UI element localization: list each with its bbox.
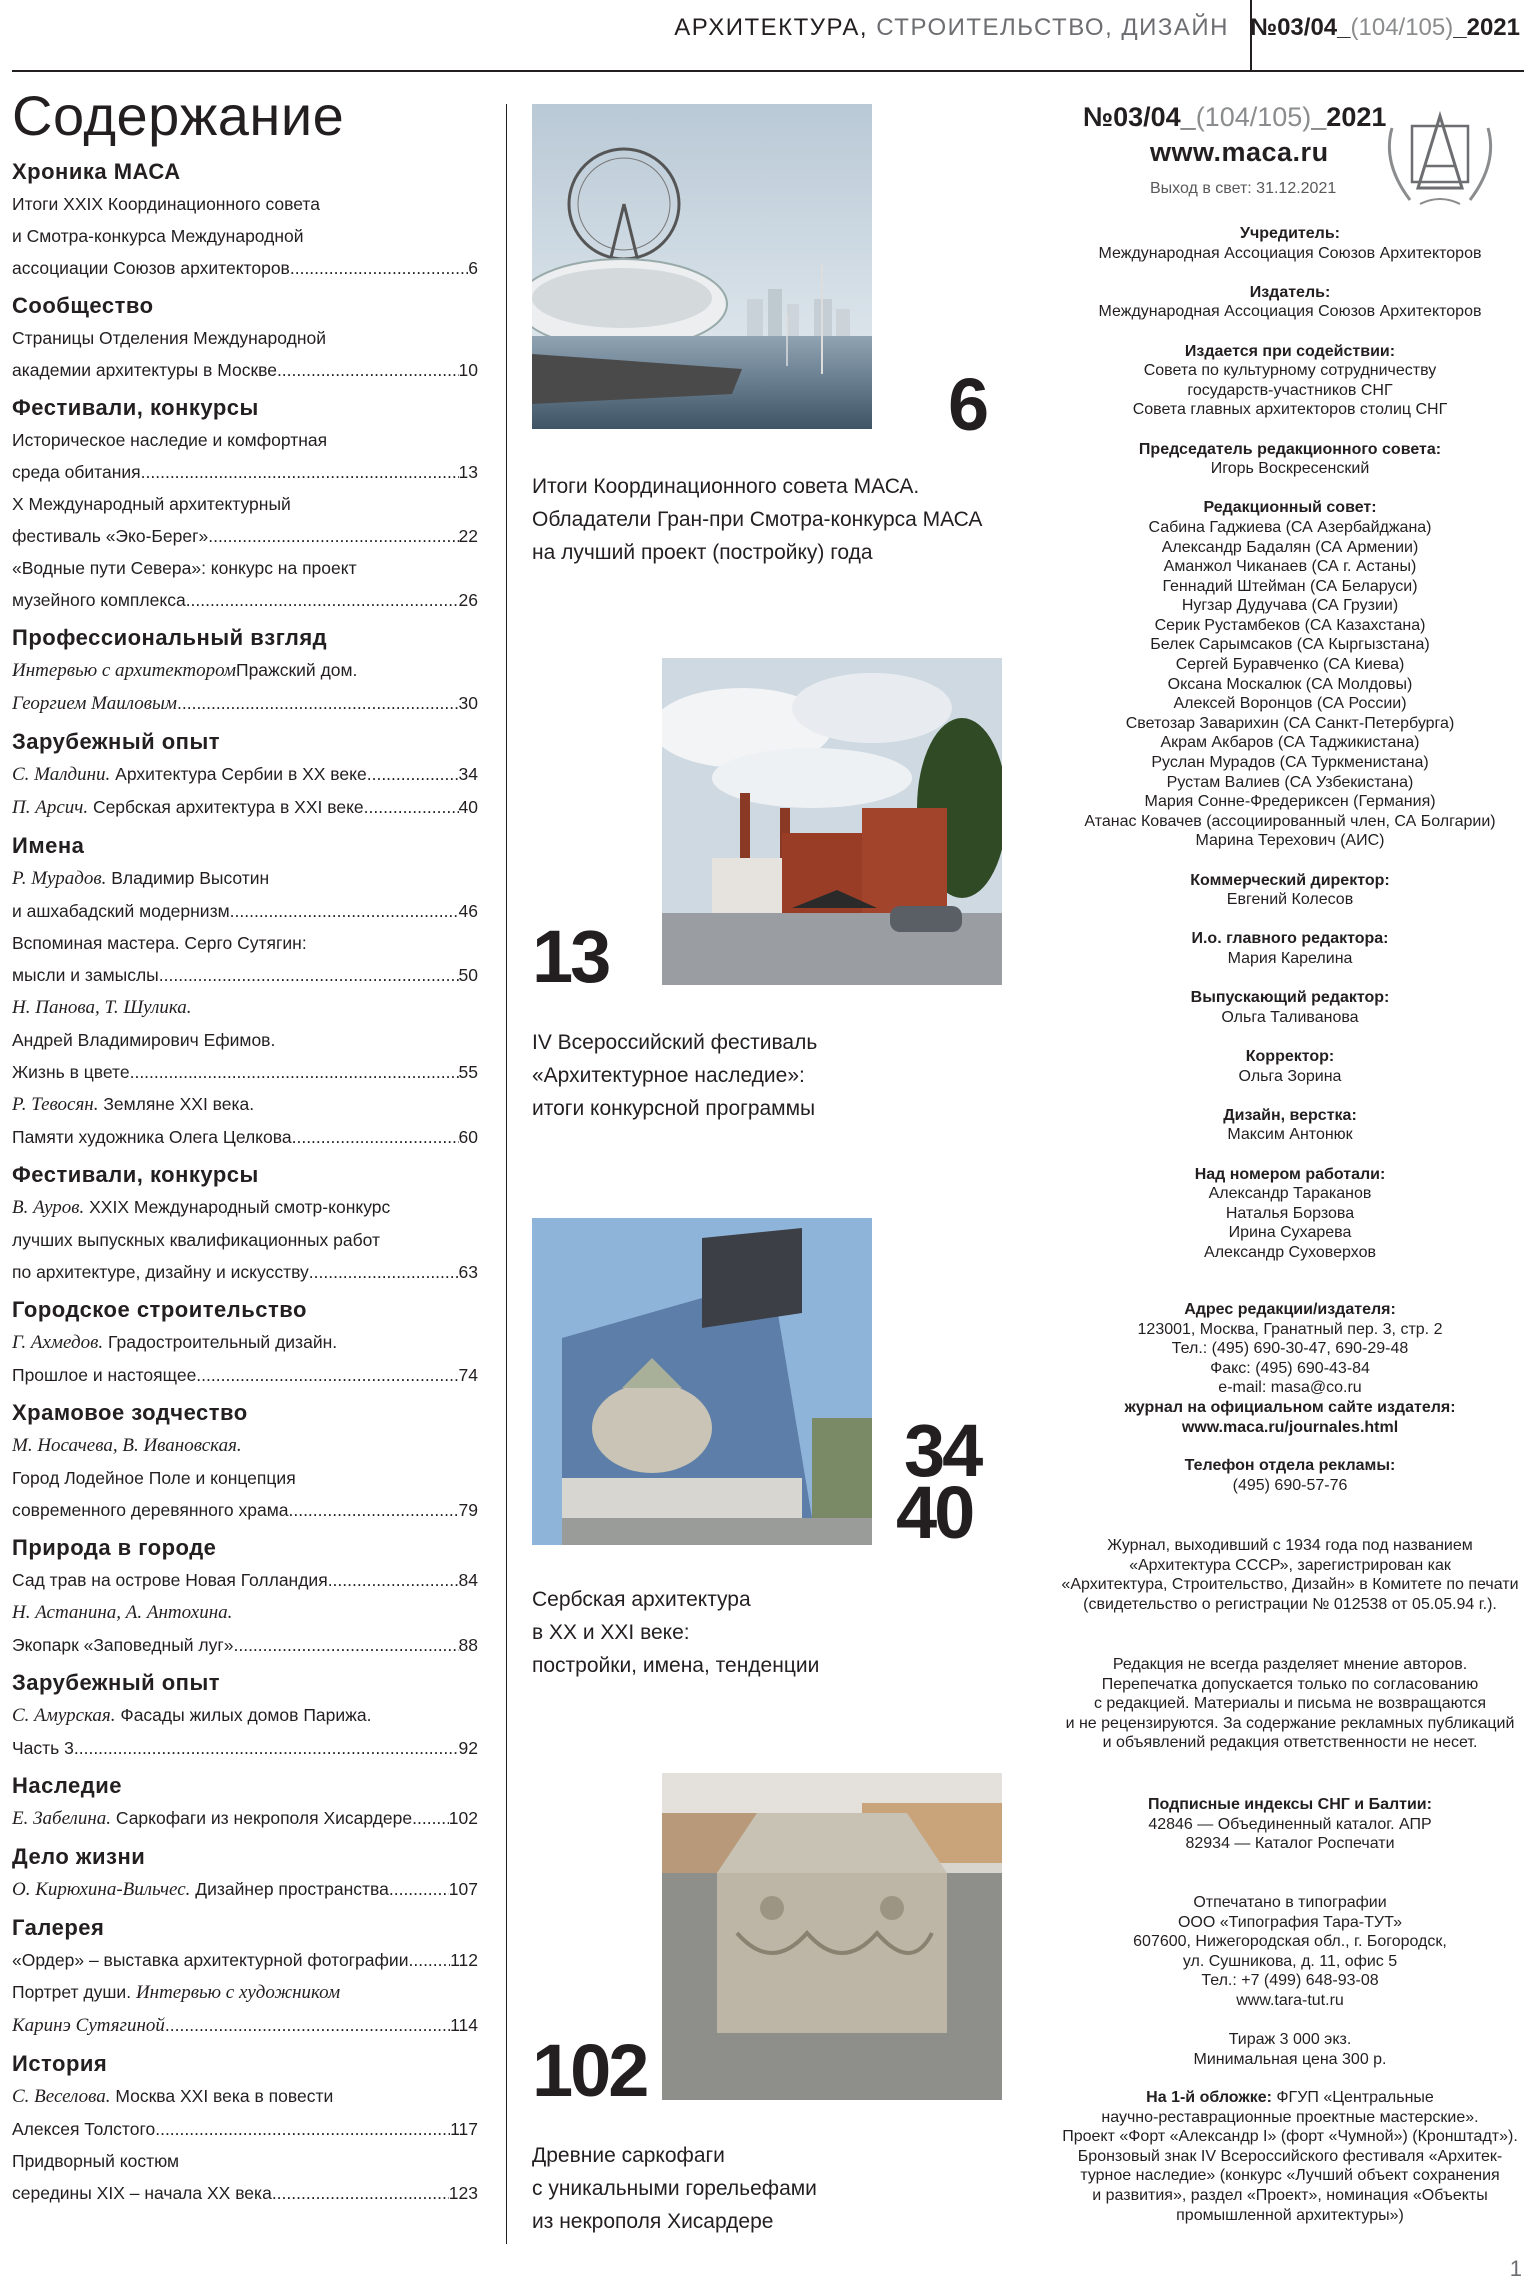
toc-section-title: Зарубежный опыт [12,1670,221,1695]
toc-entry-text: современного деревянного храма [12,1500,289,1520]
toc-page-number: 50 [458,965,478,985]
toc-entry-text: среда обитания [12,462,141,482]
toc-entry-author: В. Ауров. [12,1197,85,1218]
imprint-person: Нугзар Дудучава (СА Грузии) [1181,597,1399,615]
toc-leader-dots [165,2009,450,2042]
toc-section-title: Сообщество [12,293,154,318]
printer-info: Отпечатано в типографии ООО «Типография Тара-ТУТ» 607600, Нижегородская обл., г. Богородск, ул. Сушникова, д. 11, офис 5 Тел.: +7 (499) 648-93-08 www.tara-tut.ru [1133,1894,1447,2009]
imprint-person: Акрам Акбаров (СА Таджикистана) [1160,734,1420,752]
toc-leader-dots [230,895,459,927]
imprint-role: Коммерческий директор: [1190,871,1390,889]
toc-entry-text: Андрей Владимирович Ефимов. [12,1030,276,1050]
toc-section-title: Галерея [12,1915,105,1940]
toc-entry[interactable] [12,1326,478,1359]
toc-entry[interactable] [12,991,478,1024]
toc-entry[interactable] [12,1873,478,1906]
toc-entry-text: фестиваль «Эко-Берег» [12,526,209,546]
imprint-person: Светозар Заварихин (СА Санкт-Петербурга) [1125,714,1455,732]
photo-brick-factory [662,658,1002,985]
imprint-block [1055,871,1525,910]
toc-entry-text: Алексея Толстого [12,2119,156,2139]
toc-entry[interactable] [12,488,478,520]
toc-entry-text: Придворный костюм [12,2151,180,2171]
toc-entry[interactable] [12,2145,478,2177]
imprint-block [1055,342,1525,420]
feature-caption: IV Всероссийский фестиваль «Архитектурное наследие»: итоги конкурсной программы [532,1031,818,1120]
toc-entry-text: Дизайнер пространства [190,1879,389,1899]
running-header [12,0,1524,72]
toc-entry-author: С. Малдини. [12,764,111,785]
toc-entry-text: по архитектуре, дизайну и искусству [12,1262,309,1282]
feature-page-number: 102 [532,2029,647,2112]
toc-entry-author: М. Носачева, В. Ивановская. [12,1435,242,1456]
imprint-issue-number: №03/04_(104/105)_2021 [1083,102,1387,132]
toc-entry-text: мысли и замыслы [12,965,159,985]
editorial-email[interactable]: e-mail: masa@co.ru [1218,1379,1362,1397]
toc-section-title: Зарубежный опыт [12,729,221,754]
toc-section-title: Фестивали, конкурсы [12,395,259,420]
toc-page-number: 107 [448,1879,478,1899]
toc-entry[interactable] [12,1976,478,2009]
toc-entry[interactable] [12,252,478,284]
toc-entry[interactable] [12,188,478,220]
toc-entry[interactable] [12,2009,478,2042]
toc-page-number: 40 [458,797,478,817]
cover-note: На 1-й обложке: ФГУП «Центральные научно-реставрационные проектные мастерские». Проект «Форт «Александр I» (форт «Чумной») (Кронштадт»). Бронзовый знак IV Всероссийского фестиваля «Архитек- турное наследие» (конкурс «Лучший объект сохранения и развития», раздел «Проект», номинация «Объекты промышленной архитектуры») [1062,2089,1518,2224]
toc-entry[interactable] [12,354,478,386]
imprint-person: Александр Бадалян (СА Армении) [1161,538,1419,556]
imprint-person: Белек Сарымсаков (СА Кыргызстана) [1150,636,1430,654]
toc-page-number: 6 [468,258,478,278]
toc-section [12,156,478,284]
editorial-address: Адрес редакции/издателя: 123001, Москва, Гранатный пер. 3, стр. 2 Тел.: (495) 690-30-47, 690-29-48 Факс: (495) 690-43-84 e-mail: masa@co.ru журнал на официальном сайте издателя: www.maca.ru/journales.html Телефон отдела рекламы: (495) 690-57-76 [1055,1300,1525,1495]
imprint-person: Александр Суховерхов [1204,1243,1376,1261]
toc-entry-text: Экопарк «Заповедный луг» [12,1635,234,1655]
feature-caption: Сербская архитектура в XX и XXI веке: постройки, имена, тенденции [532,1588,820,1677]
toc-entry[interactable] [12,1191,478,1224]
imprint-block [1055,498,1525,851]
toc-leader-dots [292,1121,459,1153]
imprint-role: Над номером работали: [1194,1165,1386,1183]
toc-entry[interactable] [12,520,478,552]
imprint-person: Александр Тараканов [1208,1185,1372,1203]
toc-page-number: 34 [458,764,478,784]
toc-leader-dots [364,791,459,824]
toc-page-number: 114 [450,2015,478,2035]
photo-sarcophagus [662,1773,1002,2100]
toc-leader-dots [408,1944,450,1976]
toc-leader-dots [290,252,468,284]
imprint-role: Выпускающий редактор: [1190,989,1390,1007]
imprint-person: Наталья Борзова [1225,1204,1355,1222]
imprint-person: Алексей Воронцов (СА России) [1173,695,1407,713]
toc-leader-dots [309,1256,459,1288]
toc-section [12,392,478,616]
photo-stadium-riverside [532,104,872,429]
toc-section-title: Природа в городе [12,1535,217,1560]
toc-page-number: 84 [458,1570,478,1590]
toc-entry-text: Часть 3 [12,1738,74,1758]
toc-entry[interactable] [12,1056,478,1088]
toc-entry-text: и Смотра-конкурса Международной [12,226,304,246]
imprint-person: Совета по культурному сотрудничеству [1143,362,1437,380]
toc-section-title: Хроника МАСА [12,159,181,184]
toc-entry-text: X Международный архитектурный [12,494,291,514]
toc-entry-text: Сербская архитектура в XXI веке [88,797,364,817]
feature-caption: Итоги Координационного совета МАСА. Обладатели Гран-при Смотра-конкурса МАСА на лучший проект (постройку) года [532,475,983,564]
toc-leader-dots [272,2177,449,2209]
toc-section-title: Наследие [12,1773,123,1798]
toc-page-number: 63 [458,1262,478,1282]
toc-entry-text: Градостроительный дизайн. [103,1332,338,1352]
toc-entry[interactable] [12,322,478,354]
toc-section [12,290,478,386]
toc-section-title: Городское строительство [12,1297,307,1322]
toc-entry[interactable] [12,895,478,927]
imprint-block [1055,988,1525,1027]
toc-leader-dots [367,758,459,791]
toc-entry-text: Фасады жилых домов Парижа. [115,1705,372,1725]
toc-entry[interactable] [12,1699,478,1732]
toc-leader-dots [288,1494,458,1526]
toc-section-title: Фестивали, конкурсы [12,1162,259,1187]
toc-entry-text: Памяти художника Олега Целкова [12,1127,292,1147]
table-of-contents [12,82,478,2209]
toc-entry[interactable] [12,1494,478,1526]
toc-leader-dots [412,1802,449,1835]
toc-entry[interactable] [12,959,478,991]
toc-section [12,2048,478,2209]
toc-entry[interactable] [12,1429,478,1462]
imprint-person: Марина Терехович (АИС) [1195,832,1385,850]
imprint-role: Издается при содействии: [1184,342,1396,360]
imprint-person: Аманжол Чиканаев (СА г. Астаны) [1163,558,1417,576]
toc-page-number: 30 [458,693,478,713]
imprint-person: Ольга Зорина [1238,1067,1342,1085]
toc-page-number: 92 [458,1738,478,1758]
imprint-block [1055,1047,1525,1086]
toc-entry-text: лучших выпускных квалификационных работ [12,1230,380,1250]
toc-section [12,622,478,720]
toc-page-number: 13 [458,462,478,482]
toc-entry-text: Прошлое и настоящее [12,1365,197,1385]
toc-section-title: Дело жизни [12,1844,146,1869]
toc-entry-author: Каринэ Сутягиной [12,2015,165,2036]
toc-page-number: 88 [458,1635,478,1655]
toc-entry[interactable] [12,687,478,720]
toc-section [12,1159,478,1288]
toc-entry-text: академии архитектуры в Москве [12,360,277,380]
toc-entry[interactable] [12,1224,478,1256]
toc-entry-author: Георгием Маиловым [12,693,177,714]
imprint-block [1055,929,1525,968]
toc-page-number: 55 [458,1062,478,1082]
toc-leader-dots [155,2113,450,2145]
imprint-person: Совета главных архитекторов столиц СНГ [1132,401,1448,419]
toc-entry-text: Страницы Отделения Международной [12,328,326,348]
toc-entry[interactable] [12,1121,478,1153]
sarcophagus-illustration [662,1773,1002,2100]
imprint-role: Корректор: [1245,1047,1335,1065]
toc-section [12,1294,478,1391]
toc-entry-text: «Водные пути Севера»: конкурс на проект [12,558,357,578]
toc-entry[interactable] [12,1732,478,1764]
issue-number: №03/04_(104/105)_2021 [1250,14,1520,41]
toc-entry[interactable] [12,1944,478,1976]
toc-leader-dots [177,687,459,720]
toc-entry[interactable] [12,927,478,959]
toc-entry[interactable] [12,1629,478,1661]
toc-entry-text: Пражский дом. [236,660,358,680]
toc-entry[interactable] [12,654,478,687]
toc-entry[interactable] [12,1462,478,1494]
imprint-person: Мария Сонне-Фредериксен (Германия) [1144,793,1436,811]
feature-page-number: 13 [532,915,609,998]
toc-page-number: 102 [448,1808,478,1828]
toc-entry-text: Город Лодейное Поле и концепция [12,1468,296,1488]
imprint-block [1055,1106,1525,1145]
toc-leader-dots [74,1732,459,1764]
toc-section-title: Имена [12,833,85,858]
imprint-role: Редакционный совет: [1203,499,1377,517]
toc-entry-text: Владимир Высотин [106,868,270,888]
feature-caption: Древние саркофаги с уникальными горельефами из некрополя Хисардере [532,2144,817,2233]
toc-leader-dots [389,1873,449,1906]
toc-entry-author: П. Арсич. [12,797,89,818]
toc-entry-text: XXIX Международный смотр-конкурс [84,1197,391,1217]
toc-entry-text: музейного комплекса [12,590,186,610]
toc-entry-text: Москва XXI века в повести [110,2086,334,2106]
toc-section [12,1770,478,1835]
toc-page-number: 60 [458,1127,478,1147]
imprint-person: Международная Ассоциация Союзов Архитекторов [1098,303,1482,321]
toc-page-number: 123 [448,2183,478,2203]
disclaimer: Редакция не всегда разделяет мнение авторов. Перепечатка допускается только по согласованию с редакцией. Материалы и письма не возвращаются и не рецензируются. За содержание рекламных публикаций и объявлений редакция ответственности не несет. [1065,1656,1515,1752]
maca-emblem-logo [1380,108,1500,213]
toc-section-title: История [12,2051,108,2076]
toc-entry[interactable] [12,791,478,824]
glass-building-illustration [532,1218,872,1545]
toc-entry-author: Интервью с архитектором [12,660,236,681]
toc-section [12,1841,478,1906]
print-run: Тираж 3 000 экз. Минимальная цена 300 р. [1193,2031,1387,2068]
toc-leader-dots [159,959,459,991]
page-number: 1 [1509,2256,1522,2281]
toc-page-number: 22 [458,526,478,546]
imprint-person: Международная Ассоциация Союзов Архитекторов [1098,244,1482,262]
toc-leader-dots [328,1564,459,1596]
imprint-person: Максим Антонюк [1227,1126,1353,1144]
toc-entry[interactable] [12,2177,478,2209]
toc-entry-text: Жизнь в цвете [12,1062,130,1082]
toc-entry-author: Е. Забелина. [12,1808,111,1829]
imprint-role: Дизайн, верстка: [1223,1106,1357,1124]
toc-entry-author: Н. Астанина, А. Антохина. [12,1602,233,1623]
imprint-person: Руслан Мурадов (СА Туркменистана) [1151,754,1429,772]
toc-leader-dots [196,1359,458,1391]
toc-entry-text: Портрет души. [12,1982,136,2002]
toc-entry[interactable] [12,584,478,616]
toc-entry[interactable] [12,220,478,252]
toc-leader-dots [186,584,459,616]
toc-entry-text: и ашхабадский модернизм [12,901,230,921]
toc-entry[interactable] [12,1359,478,1391]
imprint-person: Сабина Гаджиева (СА Азербайджана) [1148,518,1432,536]
toc-title: Содержание [12,84,345,147]
toc-entry[interactable] [12,456,478,488]
toc-page-number: 79 [458,1500,478,1520]
toc-entry-text: Итоги XXIX Координационного совета [12,194,320,214]
registration-note: Журнал, выходивший с 1934 года под названием «Архитектура СССР», зарегистрирован как «Архитектура, Строительство, Дизайн» в Комитете по печати (свидетельство о регистрации № 012538 от 05.05.94 г.). [1061,1537,1519,1613]
imprint-role: Издатель: [1249,283,1331,301]
imprint-role: Председатель редакционного совета: [1138,440,1442,458]
toc-entry[interactable] [12,424,478,456]
stadium-illustration [532,104,872,429]
factory-illustration [662,658,1002,985]
feature-page-number: 6 [948,363,987,446]
imprint-person: Серик Рустамбеков (СА Казахстана) [1154,616,1426,634]
toc-section [12,726,478,824]
imprint-role: Учредитель: [1240,225,1340,242]
toc-entry-author: Р. Тевосян. [12,1094,99,1115]
imprint-release-date: Выход в свет: 31.12.2021 [1150,180,1337,197]
toc-page-number: 46 [458,901,478,921]
toc-entry-text: Вспоминая мастера. Серго Сутягин: [12,933,307,953]
toc-section [12,1667,478,1764]
toc-entry[interactable] [12,862,478,895]
toc-entry-text: Саркофаги из некрополя Хисардере [111,1808,413,1828]
imprint-website[interactable]: www.maca.ru [1150,137,1329,167]
toc-leader-dots [208,520,458,552]
toc-leader-dots [130,1056,459,1088]
toc-entry[interactable] [12,1596,478,1629]
photo-glass-building [532,1218,872,1545]
imprint-person: Игорь Воскресенский [1210,460,1370,478]
toc-entry[interactable] [12,1564,478,1596]
imprint-person: Ольга Таливанова [1221,1008,1359,1026]
imprint-person: государств-участников СНГ [1187,381,1393,399]
feature-page-number: 34 [904,1409,981,1492]
toc-entry[interactable] [12,1256,478,1288]
toc-entry[interactable] [12,1802,478,1835]
journal-title: АРХИТЕКТУРА, СТРОИТЕЛЬСТВО, ДИЗАЙН [674,14,1229,41]
imprint-block [1055,283,1525,322]
imprint-person: Атанас Ковачев (ассоциированный член, СА Болгарии) [1084,812,1496,830]
toc-entry-text: «Ордер» – выставка архитектурной фотографии [12,1950,409,1970]
toc-entry[interactable] [12,758,478,791]
imprint-staff [1055,224,1525,1282]
toc-entry-author: О. Кирюхина-Вильчес. [12,1879,191,1900]
imprint-person: Геннадий Штейман (СА Беларуси) [1162,577,1418,595]
imprint-person: Ирина Сухарева [1228,1224,1352,1242]
toc-section [12,1532,478,1661]
toc-entry-text: Архитектура Сербии в XX веке [110,764,367,784]
toc-entry-italic: Интервью с художником [135,1982,341,2003]
toc-section [12,830,478,1153]
feature-page-number: 40 [896,1471,973,1554]
imprint-person: Евгений Колесов [1226,891,1354,909]
imprint-block [1055,224,1525,263]
toc-entry-author: С. Амурская. [12,1705,116,1726]
toc-section [12,1912,478,2042]
toc-page-number: 26 [458,590,478,610]
subscription-indexes: Подписные индексы СНГ и Балтии: 42846 — Объединенный каталог. АПР 82934 — Каталог Роспечати [1148,1796,1432,1853]
toc-entry-text: Земляне XXI века. [98,1094,255,1114]
toc-entry[interactable] [12,2113,478,2145]
toc-page-number: 112 [450,1950,478,1970]
imprint-role: И.о. главного редактора: [1191,930,1389,948]
toc-entry-author: Г. Ахмедов. [12,1332,104,1353]
imprint-person: Оксана Москалюк (СА Молдовы) [1167,675,1413,693]
toc-entry-text: середины XIX – начала XX века [12,2183,272,2203]
toc-page-number: 74 [458,1365,478,1385]
toc-leader-dots [141,456,459,488]
journal-site-link[interactable]: www.maca.ru/journales.html [1181,1418,1399,1436]
toc-section-title: Профессиональный взгляд [12,625,328,650]
toc-entry-author: Р. Мурадов. [12,868,107,889]
toc-entry-text: ассоциации Союзов архитекторов [12,258,290,278]
toc-page-number: 117 [450,2119,478,2139]
toc-entry-author: С. Веселова. [12,2086,111,2107]
toc-page-number: 10 [458,360,478,380]
toc-section [12,1397,478,1526]
column-divider [506,104,507,2244]
imprint-person: Сергей Буравченко (СА Киева) [1175,656,1405,674]
imprint-person: Мария Карелина [1227,949,1353,967]
toc-entry[interactable] [12,1088,478,1121]
imprint-person: Рустам Валиев (СА Узбекистана) [1166,773,1414,791]
imprint-block [1055,440,1525,479]
toc-section-title: Храмовое зодчество [12,1400,248,1425]
toc-entry-text: Историческое наследие и комфортная [12,430,328,450]
toc-leader-dots [277,354,459,386]
toc-entry[interactable] [12,2080,478,2113]
imprint-block [1055,1165,1525,1263]
toc-leader-dots [233,1629,458,1661]
toc-entry-author: Н. Панова, Т. Шулика. [12,997,192,1018]
toc-entry[interactable] [12,552,478,584]
toc-entry[interactable] [12,1024,478,1056]
toc-entry-text: Сад трав на острове Новая Голландия [12,1570,328,1590]
